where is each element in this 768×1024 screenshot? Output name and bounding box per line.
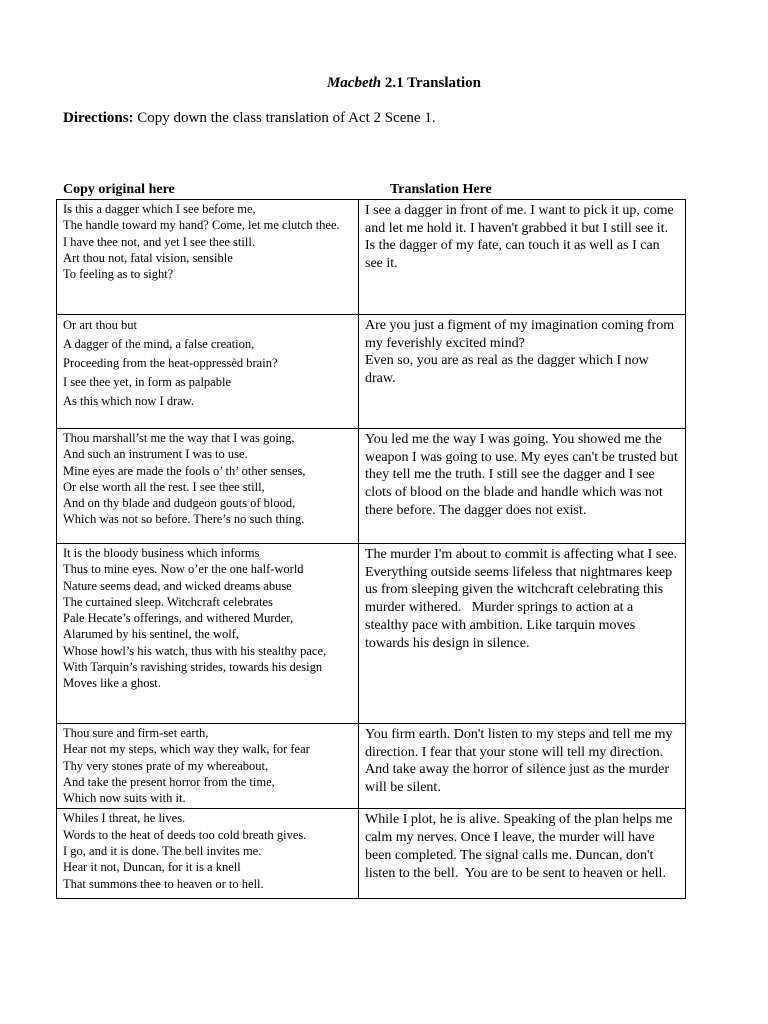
table-row bbox=[57, 724, 686, 809]
original-cell bbox=[57, 429, 359, 544]
original-line: Nature seems dead, and wicked dreams abuse bbox=[63, 578, 292, 593]
column-header-translation: Translation Here bbox=[390, 182, 492, 197]
translation-cell bbox=[359, 315, 686, 429]
original-cell bbox=[57, 544, 359, 724]
original-line: Proceeding from the heat-oppressèd brain? bbox=[63, 356, 278, 370]
translation-text: The murder I'm about to commit is affecting what I see. Everything outside seems lifeless that nightmares keep us from sleeping given the witchcraft celebrating this murder withered. Murder springs to action at a stealthy pace with ambition. Like tarquin moves towards his design in silence. bbox=[365, 547, 685, 651]
original-line: Whose howl’s his watch, thus with his stealthy pace, bbox=[63, 643, 327, 658]
original-line: Is this a dagger which I see before me, bbox=[63, 202, 256, 216]
column-header-original: Copy original here bbox=[63, 182, 175, 197]
original-line: With Tarquin’s ravishing strides, towards his design bbox=[63, 660, 323, 675]
translation-text: Even so, you are as real as the dagger which I now draw. bbox=[365, 353, 653, 387]
original-cell bbox=[57, 315, 359, 429]
original-line: Hear not my steps, which way they walk, for fear bbox=[63, 742, 310, 757]
original-line: The curtained sleep. Witchcraft celebrates bbox=[63, 594, 273, 609]
original-line: I go, and it is done. The bell invites me. bbox=[63, 844, 262, 859]
original-line: I have thee not, and yet I see thee still. bbox=[63, 234, 255, 249]
directions-text: Copy down the class translation of Act 2 Scene 1. bbox=[133, 110, 436, 126]
original-line: Pale Hecate’s offerings, and withered Murder, bbox=[63, 611, 294, 626]
page-title bbox=[0, 75, 768, 92]
translation-text: You led me the way I was going. You showed me the weapon I was going to use. My eyes can't be trusted but they tell me the truth. I still see the dagger and I see clots of blood on the blade and handle which was not there before. The dagger does not exist. bbox=[365, 432, 682, 518]
title-rest: 2.1 Translation bbox=[381, 75, 482, 91]
translation-table bbox=[56, 199, 686, 899]
original-line: I see thee yet, in form as palpable bbox=[63, 375, 231, 389]
table-row bbox=[57, 429, 686, 544]
original-line: Art thou not, fatal vision, sensible bbox=[63, 250, 233, 265]
original-line: A dagger of the mind, a false creation, bbox=[63, 337, 255, 351]
original-line: Which now suits with it. bbox=[63, 791, 186, 806]
original-line: Moves like a ghost. bbox=[63, 676, 161, 691]
table-row bbox=[57, 315, 686, 429]
translation-text: I see a dagger in front of me. I want to pick it up, come and let me hold it. I haven't grabbed it but I still see it. Is the dagger of my fate, can touch it as well as I can see it. bbox=[365, 203, 678, 272]
translation-cell bbox=[359, 429, 686, 544]
original-cell bbox=[57, 724, 359, 809]
translation-text: While I plot, he is alive. Speaking of the plan helps me calm my nerves. Once I leave, the murder will have been completed. The signal calls me. Duncan, don't listen to the bell. You are to be sent to heaven or hell. bbox=[365, 812, 677, 881]
directions bbox=[63, 110, 436, 127]
original-line: Whiles I threat, he lives. bbox=[63, 811, 186, 826]
original-cell bbox=[57, 200, 359, 315]
original-line: The handle toward my hand? Come, let me clutch thee. bbox=[63, 218, 340, 233]
directions-label: Directions: bbox=[63, 110, 134, 126]
original-line: And on thy blade and dudgeon gouts of blood, bbox=[63, 496, 296, 511]
translation-cell bbox=[359, 200, 686, 315]
original-line: Mine eyes are made the fools o’ th’ other senses, bbox=[63, 463, 306, 478]
table-row bbox=[57, 809, 686, 899]
translation-text: You firm earth. Don't listen to my steps and tell me my direction. I fear that your stone will tell my direction. And take away the horror of silence just as the murder will be silent. bbox=[365, 727, 677, 796]
translation-cell bbox=[359, 809, 686, 899]
table-row bbox=[57, 200, 686, 315]
title-italic: Macbeth bbox=[326, 75, 382, 91]
original-line: Thou sure and firm-set earth, bbox=[63, 726, 209, 740]
translation-cell bbox=[359, 544, 686, 724]
original-line: Or else worth all the rest. I see thee still, bbox=[63, 479, 265, 494]
original-line: Thy very stones prate of my whereabout, bbox=[63, 758, 269, 773]
original-line: Alarumed by his sentinel, the wolf, bbox=[63, 627, 240, 642]
original-line: And such an instrument I was to use. bbox=[63, 447, 248, 462]
translation-text: Are you just a figment of my imagination coming from my feverishly excited mind? bbox=[365, 318, 678, 351]
original-line: Thou marshall’st me the way that I was going, bbox=[63, 431, 295, 445]
original-line: That summons thee to heaven or to hell. bbox=[63, 876, 264, 891]
original-line: Hear it not, Duncan, for it is a knell bbox=[63, 860, 241, 875]
original-line: It is the bloody business which informs bbox=[63, 546, 260, 560]
original-line: And take the present horror from the time, bbox=[63, 774, 275, 789]
original-line: Which was not so before. There’s no such thing. bbox=[63, 512, 305, 527]
table-row bbox=[57, 544, 686, 724]
original-line: As this which now I draw. bbox=[63, 394, 195, 408]
original-line: To feeling as to sight? bbox=[63, 267, 174, 282]
original-cell bbox=[57, 809, 359, 899]
translation-cell bbox=[359, 724, 686, 809]
original-line: Or art thou but bbox=[63, 318, 137, 332]
original-line: Thus to mine eyes. Now o’er the one half-world bbox=[63, 562, 304, 577]
original-line: Words to the heat of deeds too cold breath gives. bbox=[63, 827, 307, 842]
